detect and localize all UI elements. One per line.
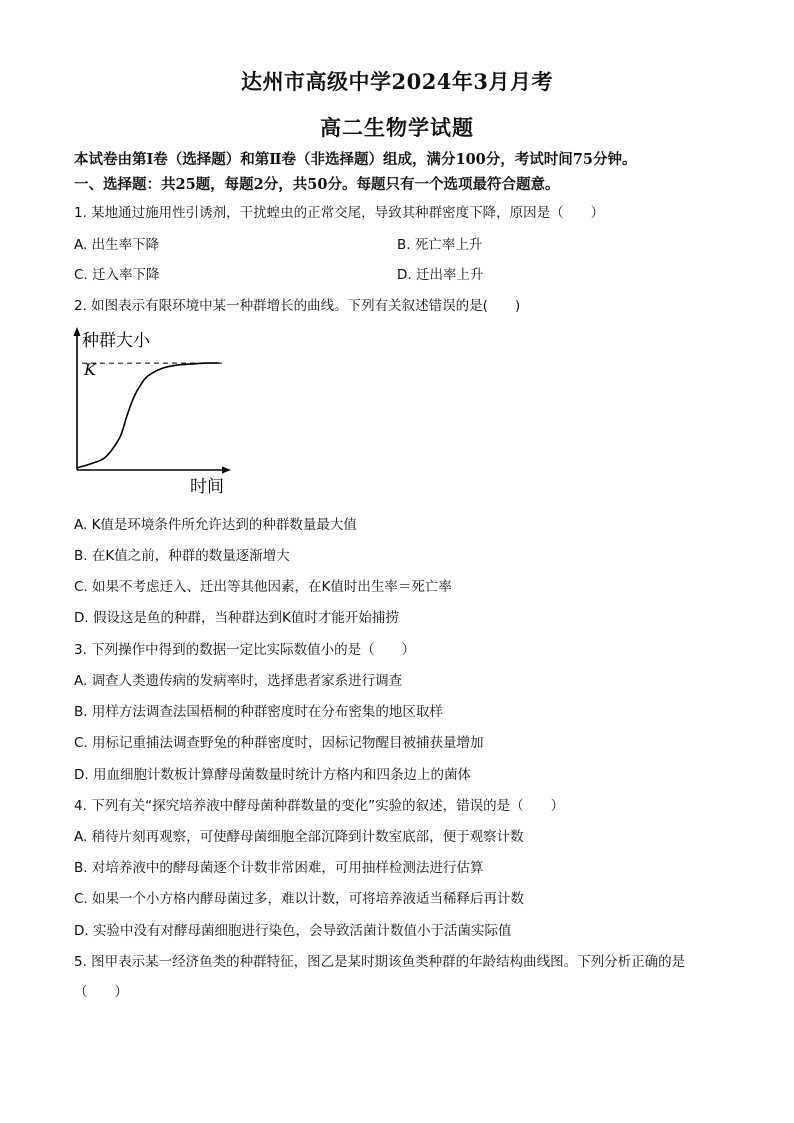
x-axis-label: 时间	[190, 477, 224, 496]
k-label: K	[84, 360, 96, 379]
x-axis-arrow	[222, 467, 231, 474]
population-curve	[77, 363, 219, 468]
question-2-option-d[interactable]: D. 假设这是鱼的种群，当种群达到K值时才能开始捕捞	[74, 610, 399, 626]
question-2-option-b[interactable]: B. 在K值之前，种群的数量逐渐增大	[74, 548, 290, 564]
question-3-option-a[interactable]: A. 调查人类遗传病的发病率时，选择患者家系进行调查	[74, 673, 403, 689]
question-4-stem: 4. 下列有关“探究培养液中酵母菌种群数量的变化”实验的叙述，错误的是（ ）	[74, 798, 565, 814]
question-2-option-c[interactable]: C. 如果不考虑迁入、迁出等其他因素，在K值时出生率＝死亡率	[74, 579, 452, 595]
exam-title: 达州市高级中学2024年3月月考	[240, 69, 554, 94]
question-3-option-c[interactable]: C. 用标记重捕法调查野兔的种群密度时，因标记物醒目被捕获量增加	[74, 735, 484, 751]
question-1-stem: 1. 某地通过施用性引诱剂，干扰蝗虫的正常交尾，导致其种群密度下降，原因是（ ）	[74, 205, 605, 221]
question-4-option-a[interactable]: A. 稍待片刻再观察，可使酵母菌细胞全部沉降到计数室底部，便于观察计数	[74, 829, 524, 845]
exam-subtitle: 高二生物学试题	[320, 115, 474, 140]
question-5-answer-paren: （ ）	[74, 984, 128, 1000]
y-axis-label: 种群大小	[82, 331, 150, 351]
question-2-option-a[interactable]: A. K值是环境条件所允许达到的种群数量最大值	[74, 517, 357, 533]
question-3-option-b[interactable]: B. 用样方法调查法国梧桐的种群密度时在分布密集的地区取样	[74, 704, 443, 720]
y-axis-arrow	[74, 327, 81, 336]
question-4-option-d[interactable]: D. 实验中没有对酵母菌细胞进行染色，会导致活菌计数值小于活菌实际值	[74, 923, 512, 939]
question-1-option-a[interactable]: A. 出生率下降	[74, 237, 160, 253]
question-1-option-d[interactable]: D. 迁出率上升	[397, 267, 484, 283]
question-2-stem: 2. 如图表示有限环境中某一种群增长的曲线。下列有关叙述错误的是( )	[74, 298, 521, 314]
question-3-stem: 3. 下列操作中得到的数据一定比实际数值小的是（ ）	[74, 642, 416, 658]
question-1-option-b[interactable]: B. 死亡率上升	[397, 237, 483, 253]
question-4-option-b[interactable]: B. 对培养液中的酵母菌逐个计数非常困难，可用抽样检测法进行估算	[74, 860, 484, 876]
question-1-option-c[interactable]: C. 迁入率下降	[74, 267, 160, 283]
exam-intro: 本试卷由第Ⅰ卷（选择题）和第Ⅱ卷（非选择题）组成，满分100分，考试时间75分钟。	[74, 151, 637, 168]
question-3-option-d[interactable]: D. 用血细胞计数板计算酵母菌数量时统计方格内和四条边上的菌体	[74, 767, 471, 783]
question-4-option-c[interactable]: C. 如果一个小方格内酵母菌过多，难以计数，可将培养液适当稀释后再计数	[74, 891, 525, 907]
population-growth-chart	[70, 326, 240, 496]
section-heading: 一、选择题：共25题，每题2分，共50分。每题只有一个选项最符合题意。	[74, 176, 560, 193]
question-5-stem: 5. 图甲表示某一经济鱼类的种群特征，图乙是某时期该鱼类种群的年龄结构曲线图。下列分析正确的是	[74, 954, 686, 970]
